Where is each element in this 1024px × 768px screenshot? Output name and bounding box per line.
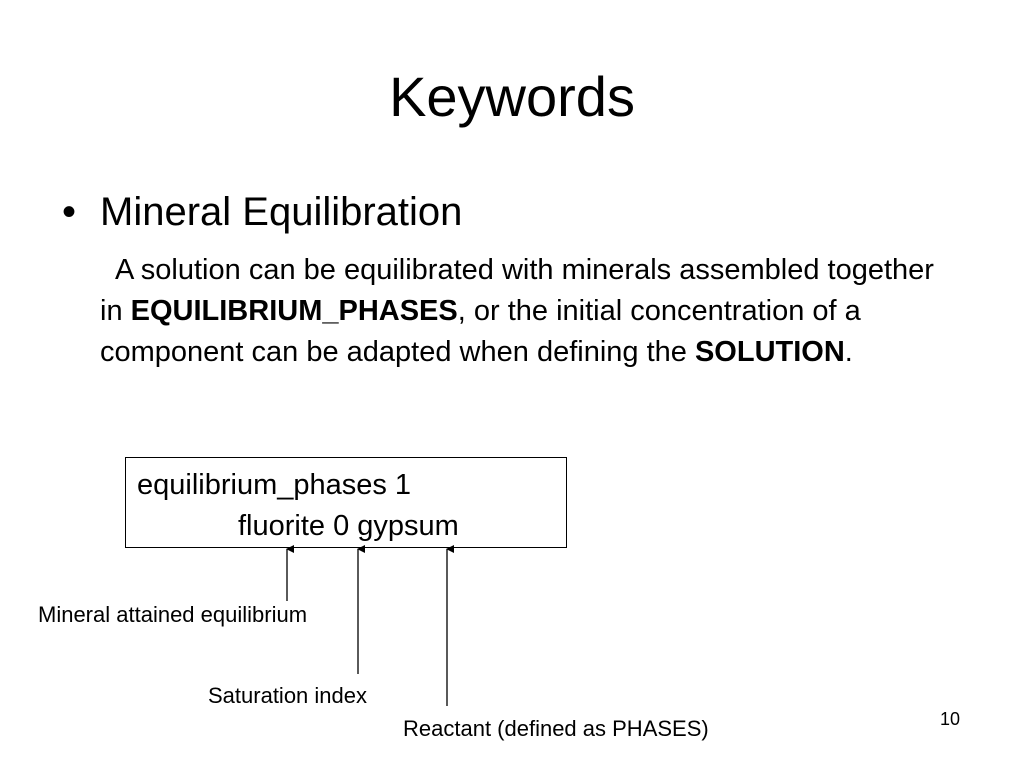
keyword-equilibrium-phases: EQUILIBRIUM_PHASES bbox=[130, 295, 458, 327]
bullet-text: Mineral Equilibration bbox=[100, 190, 463, 234]
keyword-solution: SOLUTION bbox=[694, 336, 845, 368]
paragraph-text-3: . bbox=[844, 336, 853, 368]
bullet-dot: • bbox=[62, 190, 77, 234]
label-saturation-index: Saturation index bbox=[208, 683, 367, 708]
label-reactant: Reactant (defined as PHASES) bbox=[403, 716, 709, 741]
page-number: 10 bbox=[940, 709, 961, 729]
slide-title: Keywords bbox=[389, 65, 635, 128]
paragraph-text-1: A solution can be equilibrated with minerals assembled together in bbox=[100, 254, 934, 327]
description-paragraph bbox=[100, 250, 960, 373]
code-line-1: equilibrium_phases 1 bbox=[137, 469, 412, 501]
paragraph-text-2: , or the initial concentration of a component can be adapted when defining the bbox=[100, 295, 861, 368]
code-example-box bbox=[125, 457, 567, 548]
label-mineral-equilibrium: Mineral attained equilibrium bbox=[38, 602, 308, 627]
bullet-item bbox=[62, 186, 462, 238]
code-line-2: fluorite 0 gypsum bbox=[238, 510, 459, 542]
